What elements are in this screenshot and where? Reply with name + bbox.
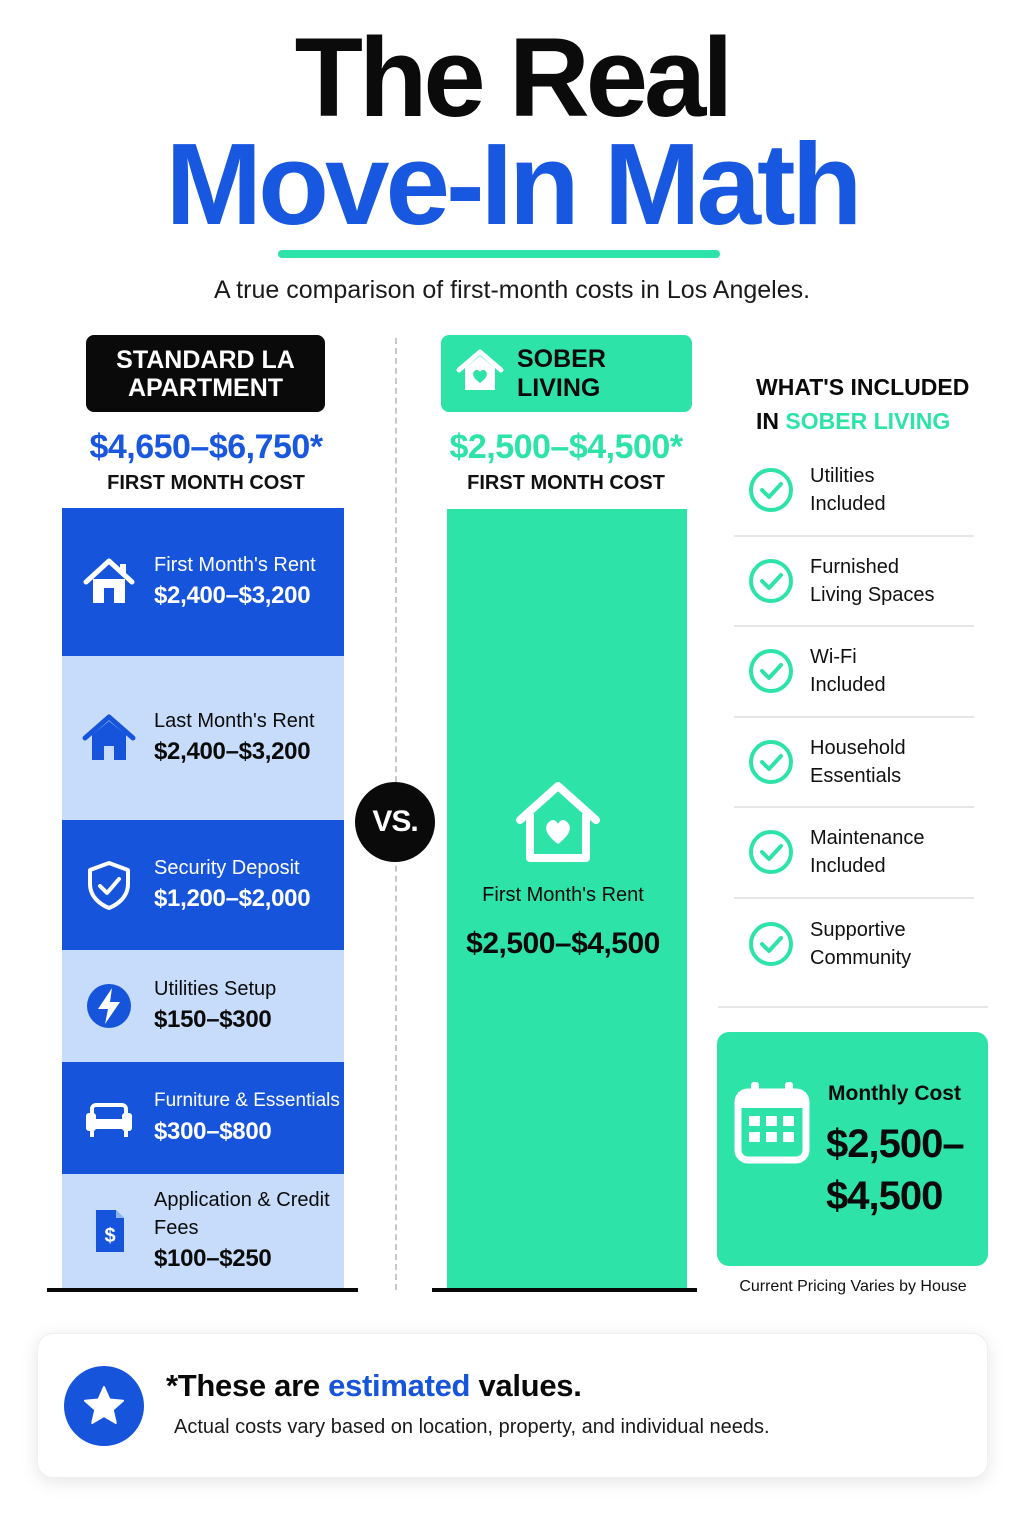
cost-item-value: $1,200–$2,000	[154, 885, 311, 912]
cost-item-label: Application & Credit Fees	[154, 1189, 330, 1239]
lightning-icon	[82, 979, 136, 1033]
sober-price: $2,500–$4,500*	[449, 428, 683, 466]
list-item-label: Furnished Living Spaces	[810, 555, 935, 606]
heart-house-icon	[455, 346, 505, 401]
house-icon	[82, 555, 136, 609]
standard-price: $4,650–$6,750*	[89, 428, 323, 466]
cost-item-utilities	[62, 950, 344, 1062]
standard-tag: STANDARD LA APARTMENT	[86, 335, 325, 412]
star-badge	[64, 1366, 144, 1446]
cost-item-label: Utilities Setup	[154, 978, 277, 1000]
cost-item-label: Last Month's Rent	[154, 710, 315, 732]
check-circle-icon	[748, 648, 794, 694]
list-item	[734, 446, 974, 537]
list-item-label: Wi-Fi Included	[810, 646, 886, 697]
check-circle-icon	[748, 467, 794, 513]
svg-text:$: $	[104, 1225, 116, 1247]
list-item	[734, 808, 974, 899]
list-item-label: Supportive Community	[810, 918, 912, 969]
monthly-cost-value	[826, 1118, 986, 1222]
calendar-icon	[733, 1078, 811, 1166]
sober-bar-label: First Month's Rent	[482, 884, 644, 906]
included-title-prefix: WHAT'S INCLUDED IN	[756, 374, 970, 434]
cost-item-last-month	[62, 656, 344, 820]
included-list	[734, 446, 974, 989]
list-item	[734, 537, 974, 628]
list-item	[734, 718, 974, 809]
cost-item-label: Furniture & Essentials	[154, 1090, 340, 1111]
list-item-label: Maintenance Included	[810, 827, 925, 878]
heart-house-icon	[510, 778, 606, 866]
cost-item-label: Security Deposit	[154, 857, 300, 879]
cost-item-first-month	[62, 508, 344, 656]
shield-check-icon	[82, 858, 136, 912]
disclaimer-heading-highlight: estimated	[328, 1368, 471, 1403]
title-underline	[278, 250, 720, 258]
disclaimer-card	[37, 1333, 988, 1478]
disclaimer-heading	[166, 1368, 582, 1404]
cost-item-furniture	[62, 1062, 344, 1174]
list-item-label: Utilities Included	[810, 465, 886, 516]
cost-item-value: $2,400–$3,200	[154, 582, 311, 609]
check-circle-icon	[748, 921, 794, 967]
monthly-cost-label: Monthly Cost	[828, 1082, 961, 1105]
title-line-1: The Real	[294, 15, 730, 140]
star-icon	[81, 1383, 127, 1429]
cost-item-application-fees	[62, 1174, 344, 1288]
sober-tag	[441, 335, 692, 412]
cost-item-value: $300–$800	[154, 1118, 272, 1145]
standard-cost-stack	[62, 508, 344, 1288]
monthly-cost-value-line2: $4,500	[826, 1174, 943, 1218]
baseline-left	[47, 1288, 358, 1292]
cost-item-value: $2,400–$3,200	[154, 738, 311, 765]
sober-bar-value: $2,500–$4,500	[466, 927, 660, 960]
home-icon	[82, 711, 136, 765]
title-line-2: Move-In Math	[165, 119, 859, 249]
included-title	[756, 370, 996, 438]
check-circle-icon	[748, 739, 794, 785]
cost-item-value: $100–$250	[154, 1245, 272, 1272]
list-item-label: Household Essentials	[810, 736, 906, 787]
standard-caption: FIRST MONTH COST	[107, 472, 305, 494]
list-item	[734, 899, 974, 990]
cost-item-label: First Month's Rent	[154, 554, 316, 576]
check-circle-icon	[748, 558, 794, 604]
disclaimer-text: Actual costs vary based on location, property, and individual needs.	[174, 1416, 770, 1438]
check-circle-icon	[748, 829, 794, 875]
sofa-icon	[82, 1091, 136, 1145]
vs-badge: VS.	[355, 782, 435, 862]
included-bottom-rule	[718, 1006, 988, 1008]
baseline-middle	[432, 1288, 697, 1292]
cost-item-value: $150–$300	[154, 1006, 272, 1033]
cost-item-security-deposit	[62, 820, 344, 950]
monthly-cost-value-line1: $2,500–	[826, 1122, 964, 1166]
disclaimer-heading-suffix: values.	[470, 1368, 582, 1403]
pricing-note: Current Pricing Varies by House	[739, 1278, 967, 1295]
dollar-document-icon	[82, 1204, 136, 1258]
sober-caption: FIRST MONTH COST	[467, 472, 665, 494]
list-item	[734, 627, 974, 718]
included-title-highlight: SOBER LIVING	[785, 408, 951, 434]
subtitle: A true comparison of first-month costs in Los Angeles.	[213, 276, 811, 304]
disclaimer-heading-prefix: *These are	[166, 1368, 329, 1403]
sober-tag-label: SOBER LIVING	[517, 344, 606, 402]
